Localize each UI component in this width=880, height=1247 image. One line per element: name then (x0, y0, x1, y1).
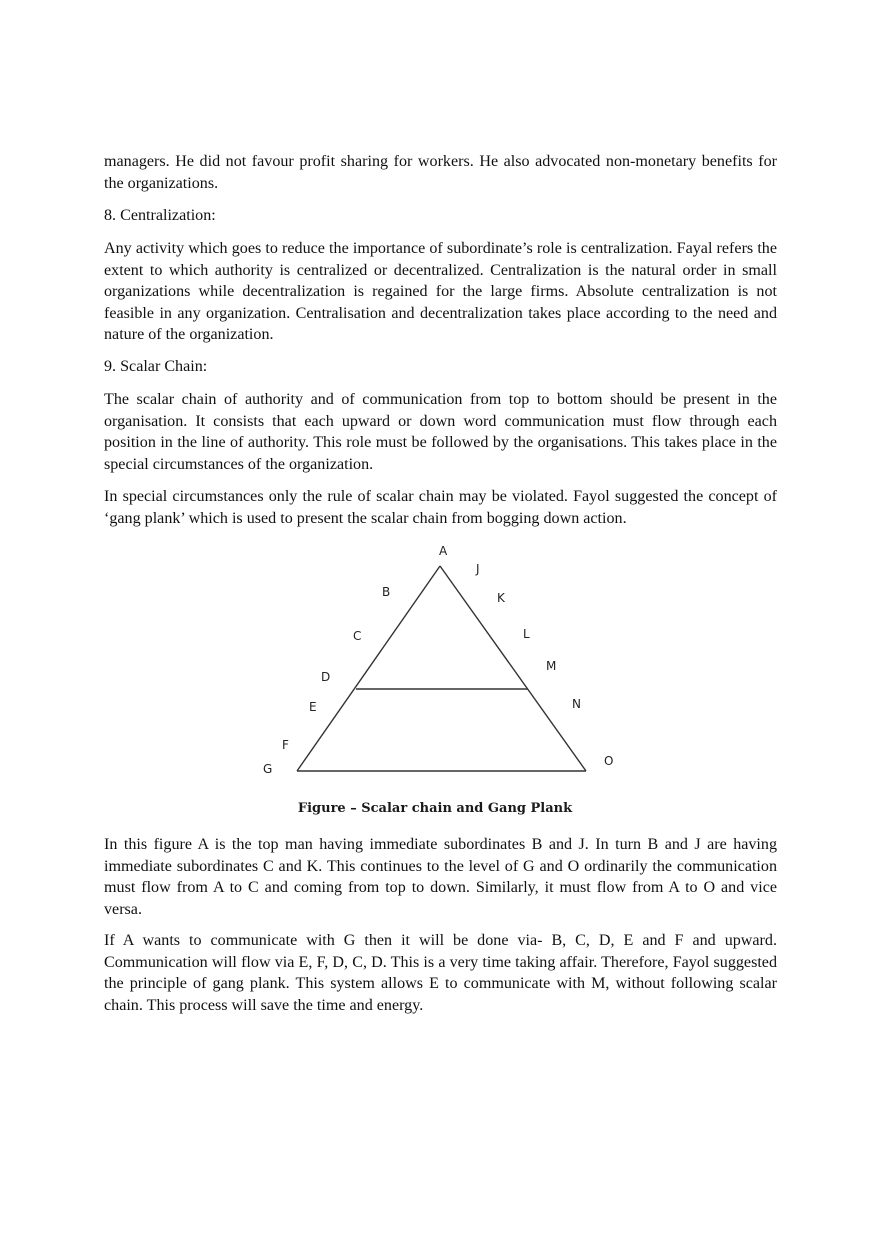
label-g: G (263, 762, 273, 776)
scalar-chain-diagram (250, 535, 630, 825)
right-chain-line (440, 566, 586, 771)
label-o: O (604, 754, 614, 768)
label-m: M (546, 659, 557, 673)
paragraph-gang-plank: If A wants to communicate with G then it will be done via- B, C, D, E and F and upward. Communication will flow via E, F, D, C, D. This is a very time taking affair. Therefore, Fayol suggested the principle of gang plank. This system allows E to communicate with M, without following scalar chain. This process will save the time and energy. (104, 932, 777, 1014)
left-chain-line (297, 566, 440, 771)
label-e: E (309, 700, 317, 714)
heading-centralization: 8. Centralization: (104, 207, 216, 224)
label-a: A (439, 544, 448, 558)
label-d: D (321, 670, 331, 684)
label-b: B (382, 585, 391, 599)
paragraph-scalar-chain-1: The scalar chain of authority and of communication from top to bottom should be present in the organisation. It consists that each upward or down word communication must flow through each position in the line of authority. This role must be followed by the organisations. This takes place in the special circumstances of the organization. (104, 391, 777, 473)
heading-scalar-chain: 9. Scalar Chain: (104, 358, 208, 375)
figure-caption: Figure – Scalar chain and Gang Plank (297, 801, 573, 816)
label-f: F (282, 738, 289, 752)
paragraph-scalar-chain-2: In special circumstances only the rule of scalar chain may be violated. Fayol suggested the concept of ‘gang plank’ which is used to present the scalar chain from bogging down action. (104, 488, 777, 527)
label-l: L (523, 627, 530, 641)
label-c: C (353, 629, 362, 643)
scalar-chain-figure (250, 535, 630, 825)
label-n: N (572, 697, 581, 711)
paragraph-figure-explanation: In this figure A is the top man having immediate subordinates B and J. In turn B and J are having immediate subordinates C and K. This continues to the level of G and O ordinarily the communication must flow from A to C and coming from top to down. Similarly, it must flow from A to O and vice versa. (104, 836, 777, 918)
paragraph-remuneration-end: managers. He did not favour profit sharing for workers. He also advocated non-monetary benefits for the organizations. (104, 153, 777, 192)
label-j: J (476, 562, 480, 576)
label-k: K (497, 591, 505, 605)
paragraph-centralization: Any activity which goes to reduce the importance of subordinate’s role is centralization. Fayal refers the extent to which authority is centralized or decentralized. Centralization is the natural order in small organizations while decentralization is regained for the large firms. Absolute centralization is not feasible in any organization. Centralisation and decentralization takes place according to the need and nature of the organization. (104, 240, 777, 343)
